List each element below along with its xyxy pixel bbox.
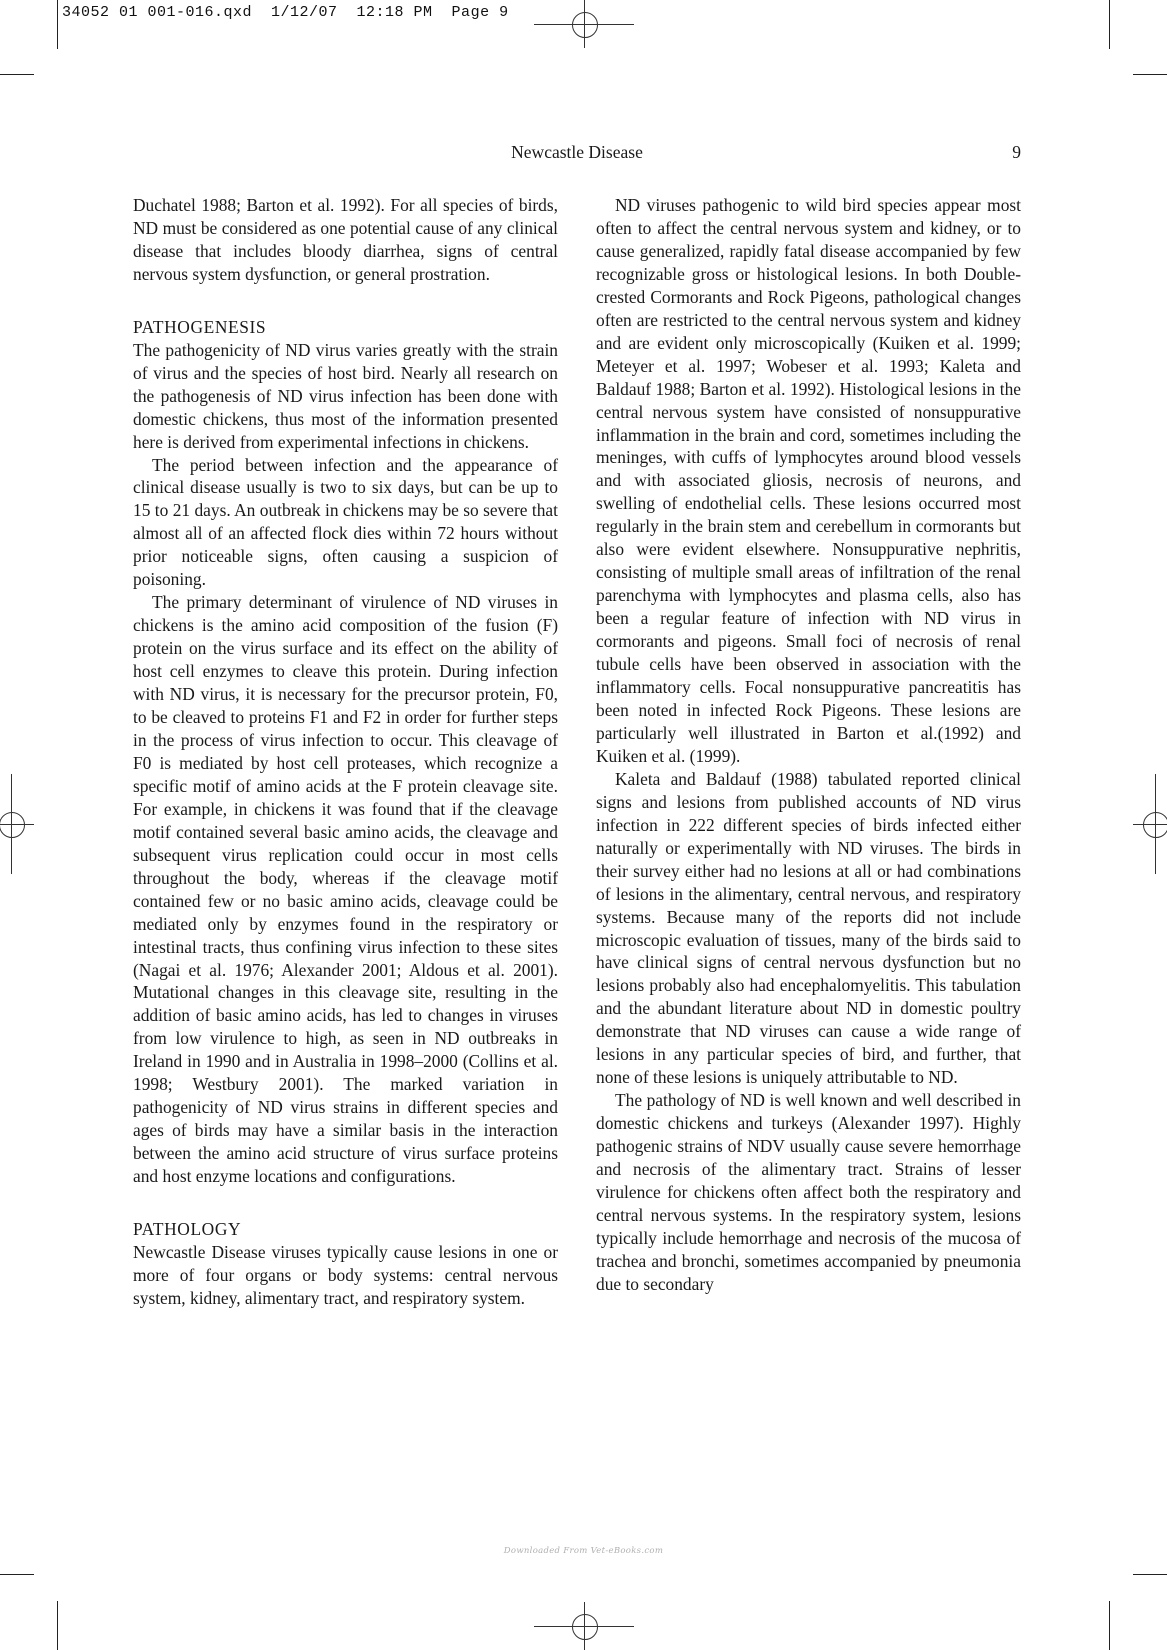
running-head-title: Newcastle Disease [511,142,643,162]
printer-slug: 34052 01 001-016.qxd 1/12/07 12:18 PM Page 9 [62,4,509,21]
crop-mark-bottom-left-horizontal [0,1574,34,1575]
section-heading-pathogenesis: PATHOGENESIS [133,316,267,337]
crop-mark-bottom-right-horizontal [1133,1574,1167,1575]
paragraph-pathogenesis-1: The pathogenicity of ND virus varies greatly with the strain of virus and the species of host bird. Nearly all research on the pathogenesis of ND virus infection has been done with domestic chickens, thus most of the information presented here is derived from experimental infections in chickens. [133,339,558,452]
crop-mark-top-left-vertical [57,0,58,49]
paragraph-domestic-pathology: The pathology of ND is well known and well described in domestic chickens and turkeys (Alexander 1997). Highly pathogenic strains of NDV usually cause severe hemorrhage and necrosis of the alimentary tract. Strains of lesser virulence for chickens often affect both the respiratory and central nervous systems. In the respiratory system, lesions typically include hemorrhage and necrosis of the mucosa of trachea and bronchi, sometimes accompanied by pneumonia due to secondary [596,1090,1021,1294]
paragraph-pathogenesis-3: The primary determinant of virulence of ND viruses in chickens is the amino acid composition of the fusion (F) protein on the virus surface and its effect on the ability of host cell enzymes to cleave this protein. During infection with ND virus, it is necessary for the precursor protein, F0, to be cleaved to proteins F1 and F2 in order for further steps in the process of virus infection to occur. This cleavage of F0 is mediated by host cell proteases, which recognize a specific motif of amino acids at the F protein cleavage site. For example, in chickens it was found that if the cleavage motif contained several basic amino acids, the cleavage and subsequent virus replication could occur in most cells throughout the body, whereas if the cleavage motif contained few or no basic amino acids, cleavage could be mediated only by enzymes found in the respiratory or intestinal tracts, thus confining virus infection to these sites (Nagai et al. 1976; Alexander 2001; Aldous et al. 2001). Mutational changes in this cleavage site, resulting in the addition of basic amino acids, has led to changes in viruses from low virulence to high, as seen in ND outbreaks in Ireland in 1990 and in Australia in 1998–2000 (Collins et al. 1998; Westbury 2001). The marked variation in pathogenicity of ND virus strains in different species and ages of birds may have a similar basis in the interaction between the amino acid structure of virus surface proteins and host enzyme locations and configurations. [133,592,558,1187]
running-head [133,142,1021,166]
crop-mark-top-right-horizontal [1133,74,1167,75]
paragraph-intro-continued: Duchatel 1988; Barton et al. 1992). For all species of birds, ND must be considered as one potential cause of any clinical disease that includes bloody diarrhea, signs of central nervous system dysfunction, or general prostration. [133,195,558,284]
crop-mark-top-left-horizontal [0,74,34,75]
paragraph-pathogenesis-2: The period between infection and the appearance of clinical disease usually is two to six days, but can be up to 15 to 21 days. An outbreak in chickens may be so severe that almost all of an affected flock dies within 72 hours without prior noticeable signs, often causing a suspicion of poisoning. [133,454,558,590]
crop-mark-bottom-right-vertical [1109,1601,1110,1650]
page-number: 9 [1012,142,1021,162]
crop-mark-bottom-left-vertical [57,1601,58,1650]
paragraph-pathology-1: Newcastle Disease viruses typically cause lesions in one or more of four organs or body systems: central nervous system, kidney, alimentary tract, and respiratory system. [133,1241,558,1308]
paragraph-kaleta-baldauf: Kaleta and Baldauf (1988) tabulated reported clinical signs and lesions from published accounts of ND virus infection in 222 different species of birds infected either naturally or experimentally with ND viruses. The birds in their survey either had no lesions at all or had combinations of lesions in the alimentary, central nervous, and respiratory systems. Because many of the reports did not include microscopic evaluation of tissues, many of the birds said to have clinical signs of central nervous dysfunction but no lesions probably also had encephalomyelitis. This tabulation and the abundant literature about ND in domestic poultry demonstrate that ND viruses can cause a wide range of lesions in any particular species of bird, and further, that none of these lesions is uniquely attributable to ND. [596,768,1021,1088]
left-column [133,194,558,1310]
paragraph-wild-bird-lesions: ND viruses pathogenic to wild bird species appear most often to affect the central nervous system and kidney, or to cause generalized, rapidly fatal disease accompanied by few recognizable gross or histological lesions. In both Double-crested Cormorants and Rock Pigeons, pathological changes often are restricted to the central nervous system and kidney and are evident only microscopically (Kuiken et al. 1999; Meteyer et al. 1997; Wobeser et al. 1993; Kaleta and Baldauf 1988; Barton et al. 1992). Histological lesions in the central nervous system have consisted of nonsuppurative inflammation in the brain and cord, sometimes including the meninges, with cuffs of lymphocytes around blood vessels and with associated gliosis, necrosis of neurons, and swelling of endothelial cells. These lesions occurred most regularly in the brain stem and cerebellum in cormorants but also were evident elsewhere. Nonsuppurative nephritis, consisting of multiple small areas of infiltration of the renal parenchyma with lymphocytes and plasma cells, also has been a regular feature of infection with ND virus in cormorants and pigeons. Small foci of necrosis of renal tubule cells have been observed in association with the inflammatory cells. Focal nonsuppurative pancreatitis has been noted in infected Rock Pigeons. These lesions are particularly well illustrated in Barton et al.(1992) and Kuiken et al. (1999). [596,195,1021,766]
crop-mark-top-right-vertical [1109,0,1110,49]
right-column [596,194,1021,1296]
section-heading-pathology: PATHOLOGY [133,1219,242,1240]
download-watermark: Downloaded From Vet-eBooks.com [503,1546,664,1556]
